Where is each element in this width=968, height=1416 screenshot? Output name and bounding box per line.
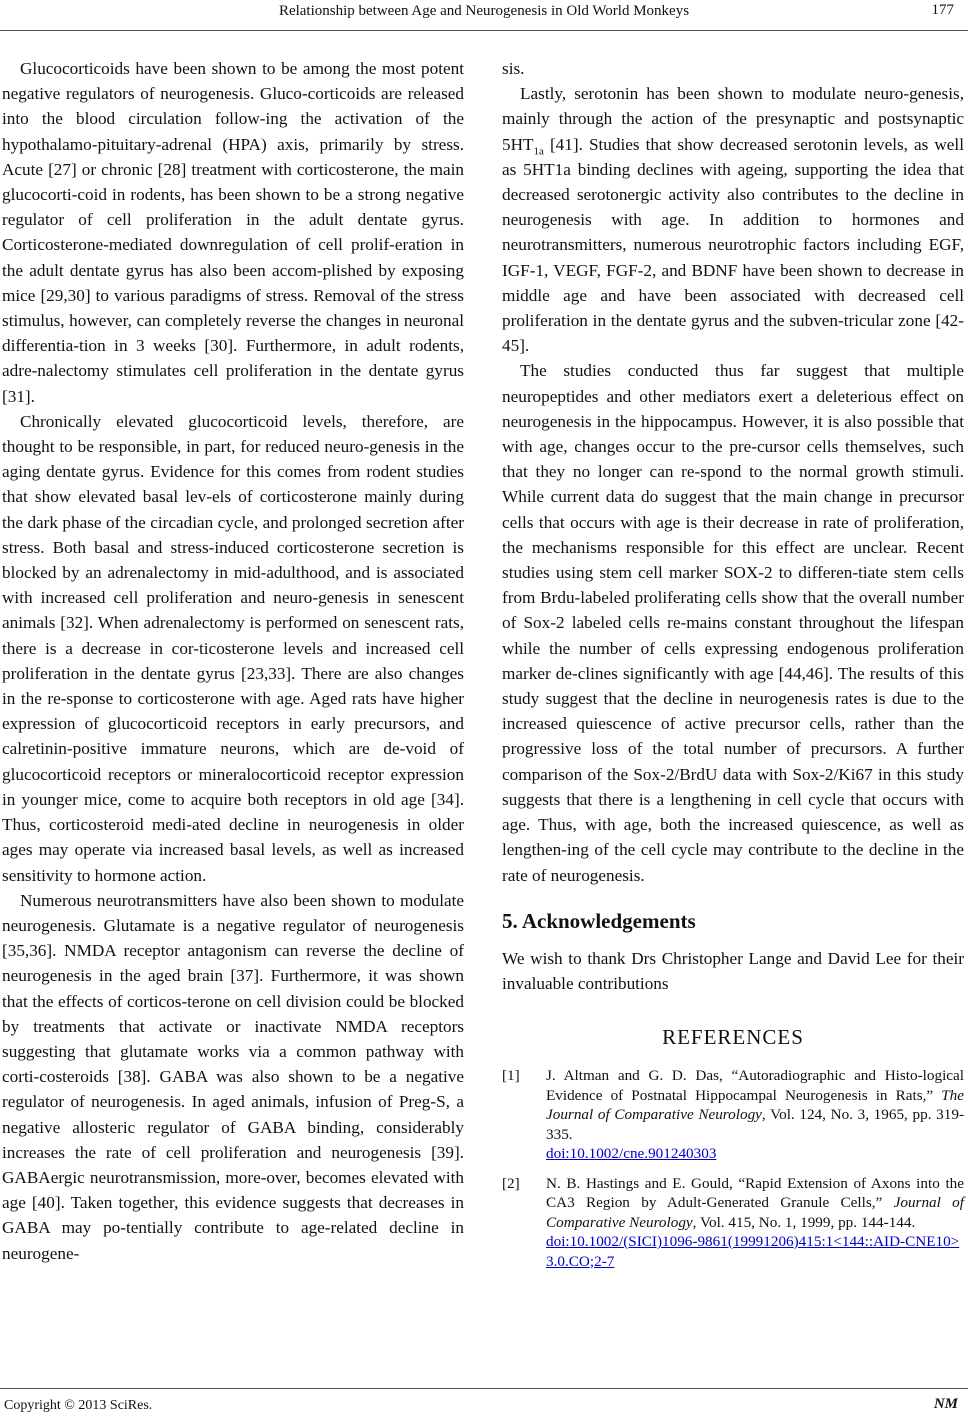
reference-journal: The Journal of Comparative Neurology xyxy=(546,1086,964,1124)
reference-details: , Vol. 415, No. 1, 1999, pp. 144-144. xyxy=(692,1213,916,1231)
acknowledgements-heading: 5. Acknowledgements xyxy=(502,908,696,933)
acknowledgements-text: We wish to thank Drs Christopher Lange and David Lee for their invaluable contributions xyxy=(502,948,964,993)
paragraph-precursor-cells: The studies conducted thus far suggest that multiple neuropeptides and other mediators exert a deleterious effect on neurogenesis in the hippocampus. However, it is also possible that with age, changes occur to the pre-cursor cells themselves, such that they no longer can re-spond to the normal growth stimuli. While current data do suggest that the main change in precursor cells that occurs with age is their decrease in rate of proliferation, the mechanisms responsible for this effect are unclear. Recent studies using stem cell marker SOX-2 to differen-tiate stem cells from Brdu-labeled proliferating cells show that the overall number of Sox-2 labeled cells re-mains constant throughout the lifespan while the number of cells expressing endogenous proliferation marker de-clines significantly with age [44,46]. The results of this study suggest that the decline in neurogenesis rates is due to the increased quiescence of active precursor cells, rather than the progressive loss of the total number of precursors. A further comparison of the Sox-2/BrdU data with Sox-2/Ki67 in this study suggests that there is a lengthening in cell cycle that occurs with age. Thus, with age, both the increased quiescence, as well as lengthen-ing of the cell cycle may contribute to the decline in the rate of neurogenesis. xyxy=(502,361,964,885)
paragraph-chronic-glucocorticoid: Chronically elevated glucocorticoid levels, therefore, are thought to be responsible, in part, for reduced neuro-genesis in the aging dentate gyrus. Evidence for this comes from rodent studies that show elevated basal lev-els of corticosterone mainly during the dark phase of the circadian cycle, and prolonged secretion after stress. Both basal and stress-induced corticosterone secretion is blocked by an adrenalectomy in mid-adulthood, and is associated with increased cell proliferation and neuro-genesis in senescent animals [32]. When adrenalectomy is performed on senescent rats, there is a decrease in cor-ticosterone levels and increased cell proliferation in the dentate gyrus [23,33]. There are also changes in the re-sponse to corticosterone with age. Aged rats have higher expression of glucocorticoid receptors in early precursors, and calretinin-positive immature neurons, which are de-void of glucocorticoid receptors or mineralocorticoid receptor expression in younger mice, come to acquire both receptors in old age [34]. Thus, corticosteroid medi-ated decline in neurogenesis in older ages may operate via increased basal levels, as well as increased sensitivity to hormone action. xyxy=(2,411,464,885)
reference-item xyxy=(502,1174,964,1272)
journal-abbreviation: NM xyxy=(933,1396,958,1412)
reference-number: [2] xyxy=(502,1174,520,1192)
running-title: Relationship between Age and Neurogenesis in Old World Monkeys xyxy=(278,3,690,19)
serotonin-text-a: Lastly, serotonin has been shown to modulate neuro-genesis, mainly through the action of the presynaptic and postsynaptic 5HT xyxy=(502,84,964,154)
paragraph-continuation: sis. xyxy=(502,59,525,78)
reference-doi-link[interactable]: doi:10.1002/cne.901240303 xyxy=(546,1145,717,1163)
reference-authors-title: N. B. Hastings and E. Gould, “Rapid Extension of Axons into the CA3 Region by Adult-Generated Granule Cells,” xyxy=(546,1174,964,1212)
right-column xyxy=(502,56,964,1281)
reference-doi-link[interactable]: doi:10.1002/(SICI)1096-9861(19991206)415:1<144::AID-CNE10>3.0.CO;2-7 xyxy=(546,1233,960,1270)
left-column xyxy=(2,56,464,1266)
page-number: 177 xyxy=(931,2,954,18)
paragraph-glucocorticoids: Glucocorticoids have been shown to be among the most potent negative regulators of neurogenesis. Gluco-corticoids are released into the blood circulation follow-ing the activation of the hypothalamo-pituitary-adrenal (HPA) axis, primarily by stress. Acute [27] or chronic [28] treatment with corticosterone, the main glucocorti-coid in rodents, has been shown to be a strong negative regulator of cell proliferation in the adult dentate gyrus. Corticosterone-mediated downregulation of cell prolif-eration in the adult dentate gyrus has also been accom-plished by exposing mice [29,30] to various paradigms of stress. Removal of the stress stimulus, however, can completely reverse the changes in neuronal differentia-tion in 3 weeks [30]. Furthermore, in adult rodents, adre-nalectomy stimulates cell proliferation in the dentate gyrus [31]. xyxy=(2,59,464,406)
serotonin-subscript: 1a xyxy=(533,145,544,158)
reference-authors-title: J. Altman and G. D. Das, “Autoradiographic and Histo-logical Evidence of Postnatal Hippocampal Neurogenesis in Rats,” xyxy=(546,1067,964,1104)
references-heading: REFERENCES xyxy=(662,1025,804,1050)
reference-journal: Journal of Comparative Neurology xyxy=(546,1194,964,1231)
reference-number: [1] xyxy=(502,1067,520,1085)
footer-rule xyxy=(0,1388,968,1389)
header-rule xyxy=(0,30,968,31)
page-header xyxy=(0,0,968,34)
serotonin-text-b: [41]. Studies that show decreased serotonin levels, as well as 5HT1a binding declines with ageing, supporting the idea that decreased serotonergic activity also contributes to the decline in neurogenesis with age. In addition to hormones and neurotransmitters, numerous neurotrophic factors including EGF, IGF-1, VEGF, FGF-2, and BDNF have been shown to decrease in middle age and have been associated with decreased cell proliferation in the dentate gyrus and the subven-tricular zone [42-45]. xyxy=(502,134,964,356)
copyright-notice: Copyright © 2013 SciRes. xyxy=(4,1398,153,1413)
paragraph-neurotransmitters: Numerous neurotransmitters have also been shown to modulate neurogenesis. Glutamate is a negative regulator of neurogenesis [35,36]. NMDA receptor antagonism can reverse the decline of neurogenesis in the aged brain [37]. Furthermore, it was shown that the effects of corticos-terone on cell division could be blocked by treatments that activate or inactivate NMDA receptors suggesting that glutamate works via a common pathway with corti-costeroids [38]. GABA was also shown to be a negative regulator of neurogenesis. In aged animals, infusion of Preg-S, a negative allosteric regulator of GABA binding, considerably increases the rate of cell proliferation and neurogenesis [39]. GABAergic neurotransmission, more-over, becomes elevated with age [40]. Taken together, this evidence suggests that decreases in GABA may po-tentially contribute to age-related decline in neurogene- xyxy=(2,890,464,1263)
reference-details: , Vol. 124, No. 3, 1965, pp. 319-335. xyxy=(546,1106,964,1143)
paragraph-serotonin xyxy=(502,81,964,358)
reference-item xyxy=(502,1066,964,1164)
